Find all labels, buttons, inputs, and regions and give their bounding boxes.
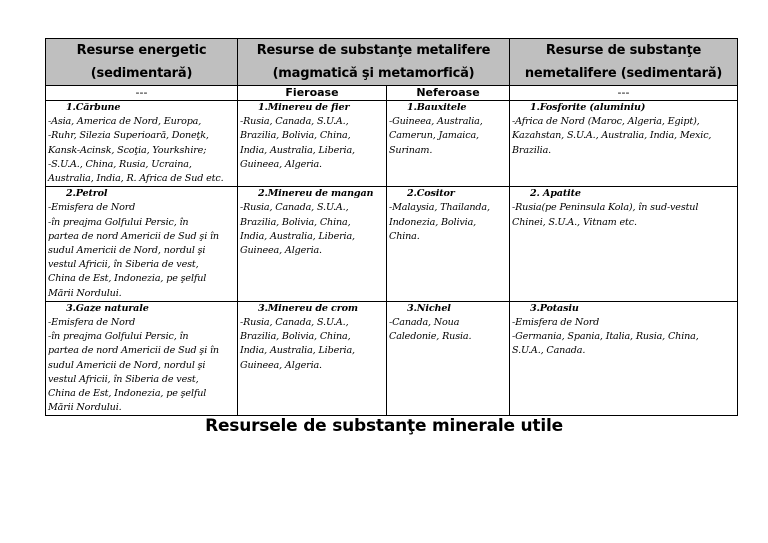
subheader-nonferrous: Neferoase bbox=[387, 86, 510, 101]
subheader-ferrous: Fieroase bbox=[238, 86, 387, 101]
cell-nonferrous bbox=[387, 301, 510, 416]
resource-title: 3.Gaze naturale bbox=[66, 302, 149, 314]
location-line: vestul Africii, în Siberia de vest, bbox=[48, 259, 199, 271]
location-line: sudul Americii de Nord, nordul şi bbox=[48, 245, 206, 257]
cell-energetic bbox=[46, 101, 238, 187]
cell-ferrous bbox=[238, 187, 387, 302]
resource-title: 3.Minereu de crom bbox=[258, 302, 358, 314]
resource-locations bbox=[389, 201, 507, 244]
table-row bbox=[46, 101, 738, 187]
location-line: India, Australia, Liberia, bbox=[240, 144, 355, 156]
resource-title: 3.Nichel bbox=[407, 302, 451, 314]
resource-title: 1.Minereu de fier bbox=[258, 102, 350, 113]
resource-title: 1.Fosforite (aluminiu) bbox=[530, 102, 646, 113]
cell-ferrous bbox=[238, 301, 387, 416]
resource-locations bbox=[389, 316, 507, 344]
location-line: -Asia, America de Nord, Europa, bbox=[48, 116, 202, 128]
resource-title: 2.Cositor bbox=[407, 188, 455, 200]
header-energetic-line-1: Resurse energetic bbox=[76, 43, 207, 58]
location-line: vestul Africii, în Siberia de vest, bbox=[48, 373, 199, 385]
table-row bbox=[46, 301, 738, 416]
resource-locations bbox=[512, 316, 735, 359]
location-line: -Rusia, Canada, S.U.A., bbox=[240, 116, 349, 128]
location-line: Australia, India, R. Africa de Sud etc. bbox=[48, 173, 224, 185]
location-line: -Emisfera de Nord bbox=[48, 317, 136, 329]
location-line: -Rusia, Canada, S.U.A., bbox=[240, 202, 349, 214]
location-line: -S.U.A., China, Rusia, Ucraina, bbox=[48, 158, 192, 170]
header-nonmetallic-line-2: nemetalifere (sedimentară) bbox=[524, 66, 723, 81]
resource-locations bbox=[389, 115, 507, 158]
subheader-nonmetallic: --- bbox=[510, 86, 738, 101]
header-nonmetallic bbox=[510, 39, 738, 86]
resource-locations bbox=[240, 316, 384, 373]
cell-nonmetallic bbox=[510, 301, 738, 416]
location-line: Mării Nordului. bbox=[48, 402, 122, 414]
table-row bbox=[46, 187, 738, 302]
cell-nonferrous bbox=[387, 187, 510, 302]
resource-locations bbox=[240, 201, 384, 258]
location-line: -Emisfera de Nord bbox=[512, 317, 600, 329]
location-line: -Canada, Noua bbox=[389, 317, 460, 329]
location-line: -în preajma Golfului Persic, în bbox=[48, 331, 189, 343]
location-line: Indonezia, Bolivia, bbox=[389, 216, 477, 228]
location-line: Surinam. bbox=[389, 144, 433, 156]
cell-nonferrous bbox=[387, 101, 510, 187]
page-caption: Resursele de substanţe minerale utile bbox=[205, 416, 563, 436]
location-line: Brazilia, Bolivia, China, bbox=[240, 216, 351, 228]
location-line: China de Est, Indonezia, pe şelful bbox=[48, 388, 207, 400]
location-line: Camerun, Jamaica, bbox=[389, 130, 479, 142]
resource-locations bbox=[512, 201, 735, 229]
location-line: Brazilia, Bolivia, China, bbox=[240, 331, 351, 343]
resource-title: 3.Potasiu bbox=[530, 302, 579, 314]
resource-title: 2. Apatite bbox=[530, 188, 581, 200]
resource-title: 2.Petrol bbox=[66, 188, 108, 200]
resource-locations bbox=[48, 201, 235, 300]
location-line: Guineea, Algeria. bbox=[240, 245, 322, 257]
resource-title: 1.Cărbune bbox=[66, 102, 121, 113]
header-energetic-line-2: (sedimentară) bbox=[90, 66, 193, 81]
location-line: Brazilia. bbox=[512, 144, 552, 156]
resource-locations bbox=[512, 115, 735, 158]
location-line: India, Australia, Liberia, bbox=[240, 230, 355, 242]
location-line: S.U.A., Canada. bbox=[512, 345, 586, 357]
header-energetic bbox=[46, 39, 238, 86]
resource-locations bbox=[48, 115, 235, 186]
cell-energetic bbox=[46, 187, 238, 302]
cell-energetic bbox=[46, 301, 238, 416]
cell-nonmetallic bbox=[510, 101, 738, 187]
subheader-energetic: --- bbox=[46, 86, 238, 101]
location-line: -în preajma Golfului Persic, în bbox=[48, 216, 189, 228]
location-line: Chinei, S.U.A., Vitnam etc. bbox=[512, 216, 637, 228]
header-metallic-line-1: Resurse de substanţe metalifere bbox=[256, 43, 491, 58]
location-line: India, Australia, Liberia, bbox=[240, 345, 355, 357]
location-line: sudul Americii de Nord, nordul şi bbox=[48, 359, 206, 371]
resource-locations bbox=[48, 316, 235, 415]
location-line: partea de nord Americii de Sud şi în bbox=[48, 345, 219, 357]
header-metallic-line-2: (magmatică şi metamorfică) bbox=[272, 66, 475, 81]
resource-title: 1.Bauxitele bbox=[407, 102, 467, 113]
location-line: Guineea, Algeria. bbox=[240, 359, 322, 371]
location-line: -Malaysia, Thailanda, bbox=[389, 202, 490, 214]
location-line: -Emisfera de Nord bbox=[48, 202, 136, 214]
location-line: -Ruhr, Silezia Superioară, Doneţk, bbox=[48, 130, 209, 142]
subheader-row bbox=[46, 86, 738, 101]
location-line: Guineea, Algeria. bbox=[240, 158, 322, 170]
resources-table bbox=[45, 38, 738, 416]
cell-ferrous bbox=[238, 101, 387, 187]
cell-nonmetallic bbox=[510, 187, 738, 302]
location-line: -Africa de Nord (Maroc, Algeria, Egipt), bbox=[512, 116, 700, 128]
location-line: -Germania, Spania, Italia, Rusia, China, bbox=[512, 331, 699, 343]
header-metallic bbox=[238, 39, 510, 86]
resource-locations bbox=[240, 115, 384, 172]
location-line: China de Est, Indonezia, pe şelful bbox=[48, 273, 207, 285]
header-row bbox=[46, 39, 738, 86]
location-line: Brazilia, Bolivia, China, bbox=[240, 130, 351, 142]
location-line: Kazahstan, S.U.A., Australia, India, Mexic, bbox=[512, 130, 712, 142]
location-line: -Rusia, Canada, S.U.A., bbox=[240, 317, 349, 329]
header-nonmetallic-line-1: Resurse de substanţe bbox=[545, 43, 702, 58]
table-body bbox=[46, 101, 738, 416]
resource-title: 2.Minereu de mangan bbox=[258, 188, 374, 200]
location-line: partea de nord Americii de Sud şi în bbox=[48, 230, 219, 242]
location-line: Caledonie, Rusia. bbox=[389, 331, 472, 343]
location-line: Mării Nordului. bbox=[48, 287, 122, 299]
location-line: Kansk-Acinsk, Scoţia, Yourkshire; bbox=[48, 144, 207, 156]
location-line: -Rusia(pe Peninsula Kola), în sud-vestul bbox=[512, 202, 699, 214]
location-line: -Guineea, Australia, bbox=[389, 116, 483, 128]
location-line: China. bbox=[389, 230, 420, 242]
